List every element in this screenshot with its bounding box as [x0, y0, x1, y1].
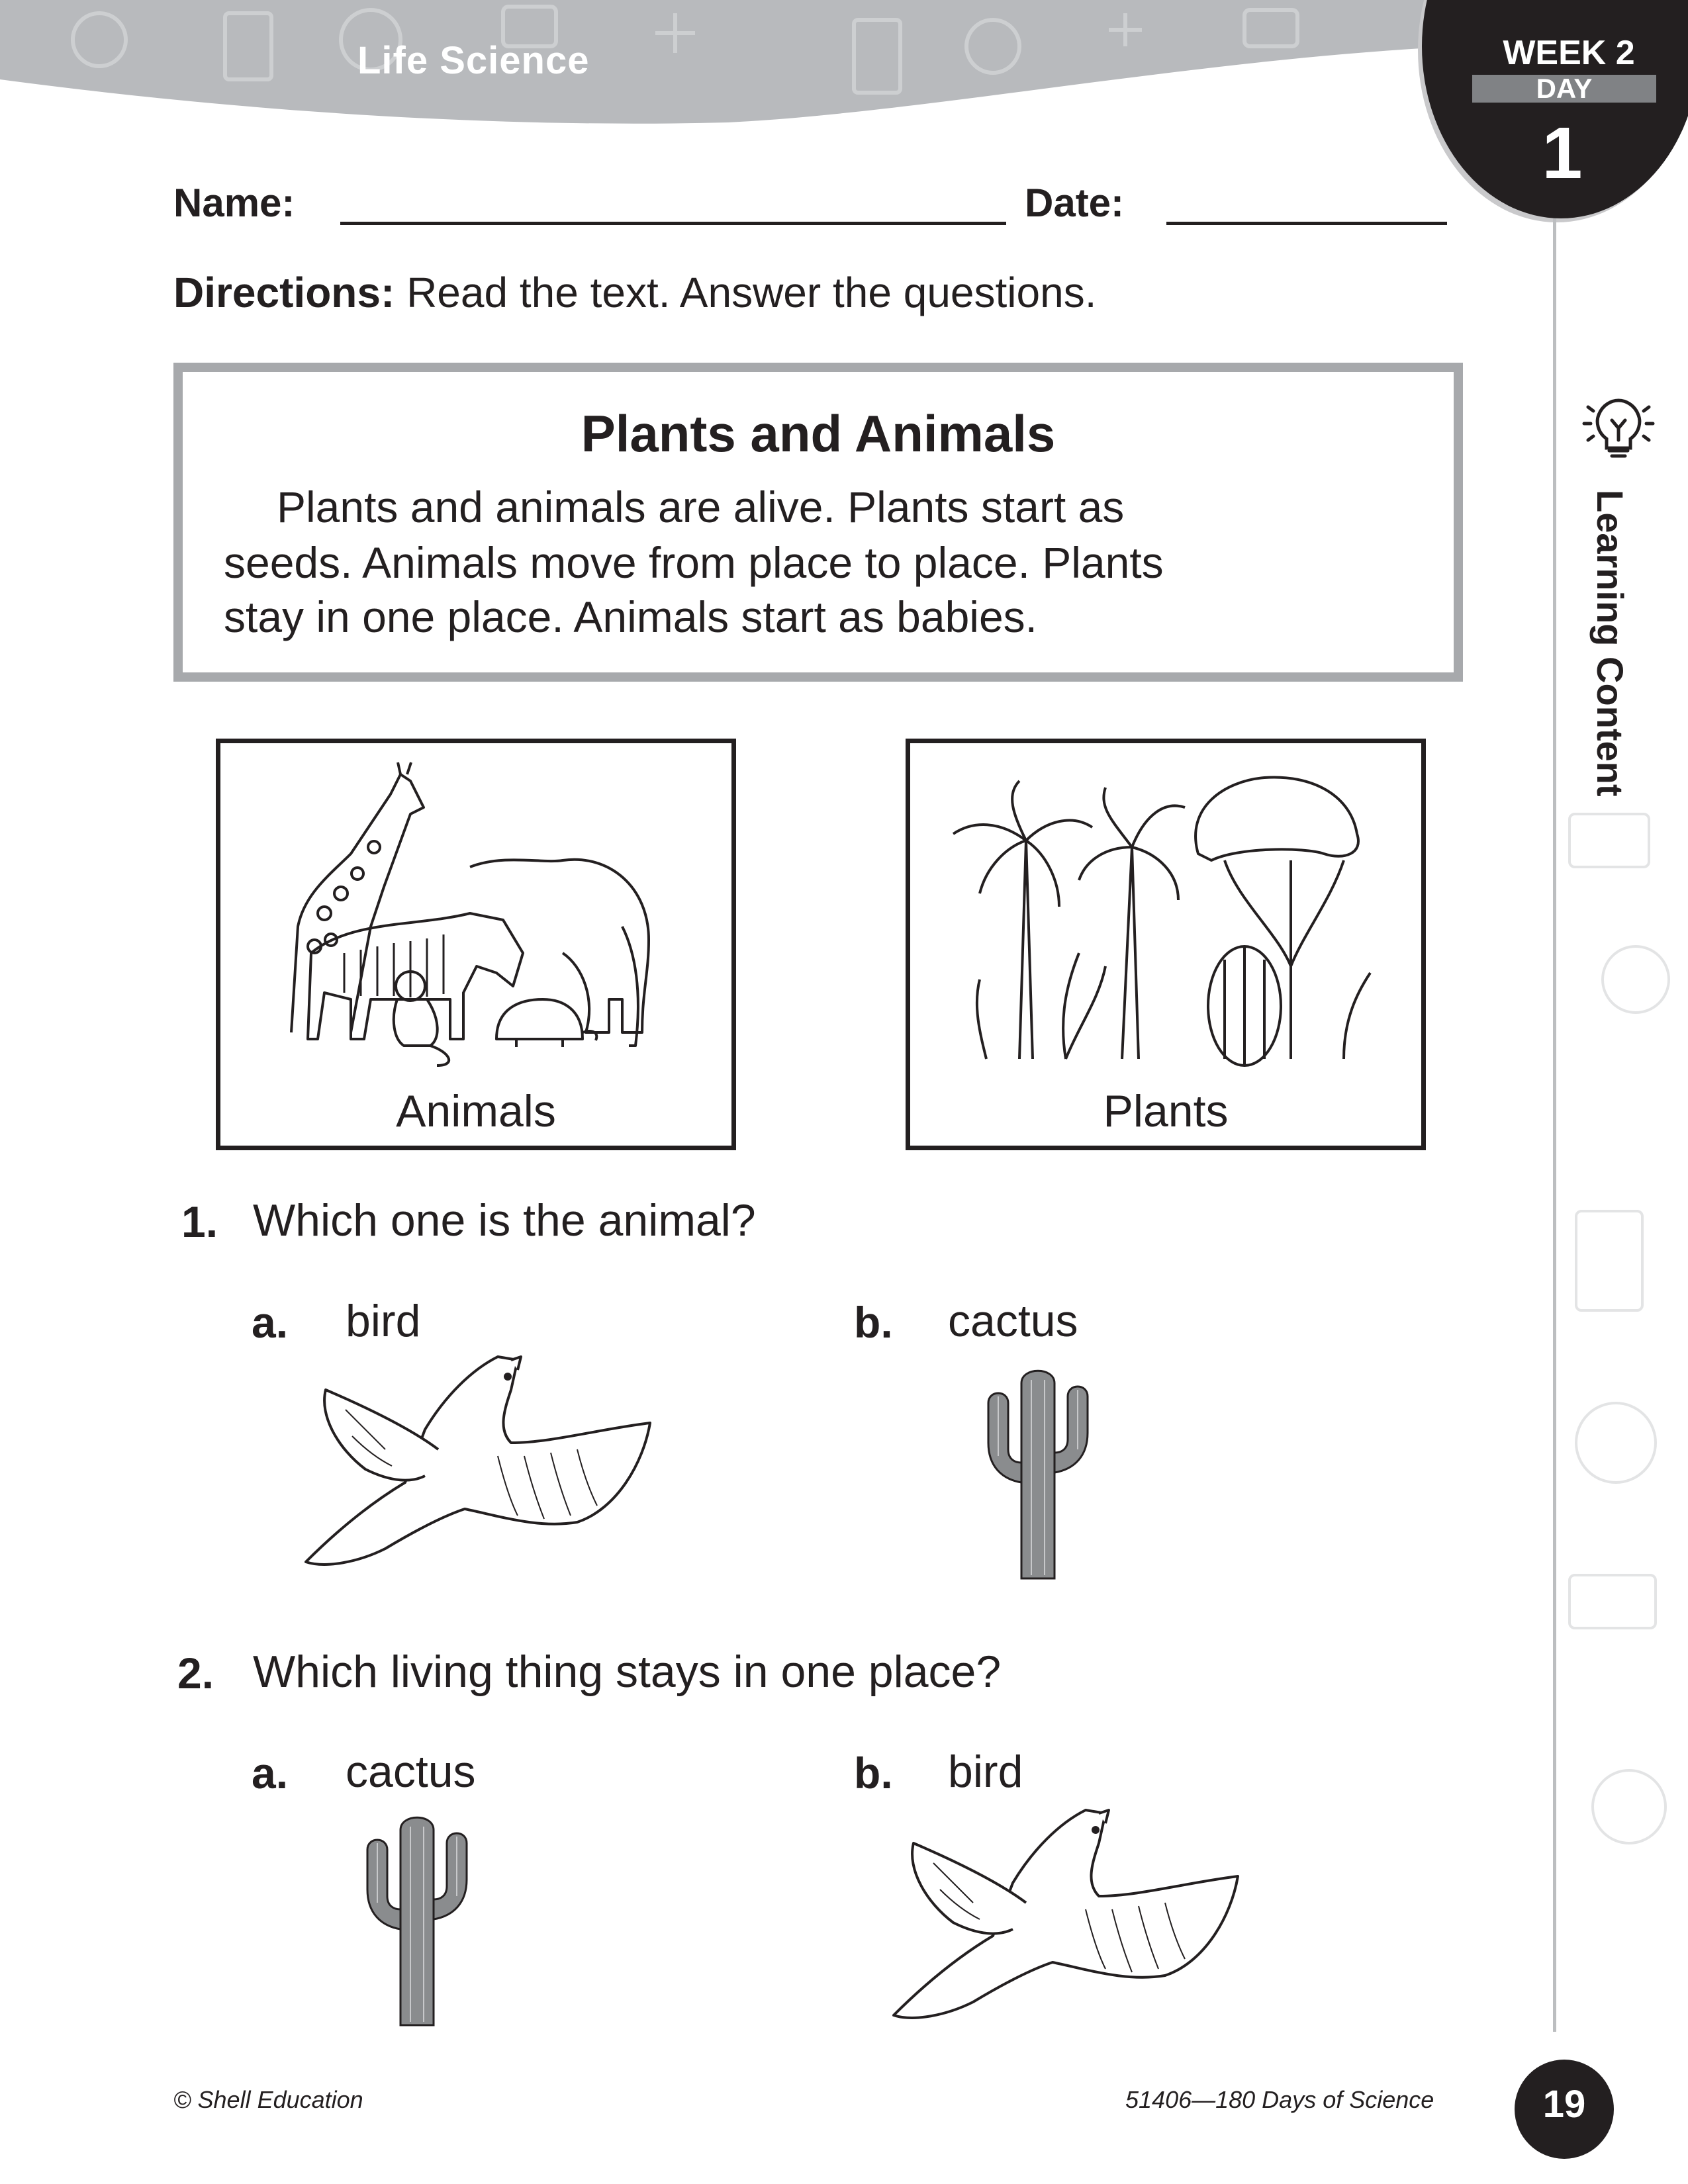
- cactus-icon[interactable]: [344, 1803, 490, 2028]
- question-number: 2.: [177, 1649, 214, 1698]
- animals-illustration: [252, 754, 702, 1072]
- reading-title: Plants and Animals: [581, 404, 1056, 463]
- cactus-icon[interactable]: [965, 1357, 1111, 1582]
- side-tab-label: Learning Content: [1589, 490, 1631, 797]
- question-number: 1.: [181, 1197, 218, 1246]
- directions-text: Read the text. Answer the questions.: [395, 269, 1097, 316]
- date-label: Date:: [1025, 181, 1125, 225]
- option-letter[interactable]: a.: [252, 1298, 289, 1347]
- animals-caption: Animals: [396, 1086, 556, 1136]
- option-letter[interactable]: b.: [854, 1749, 893, 1797]
- question-text: Which one is the animal?: [253, 1195, 756, 1246]
- week-label: WEEK 2: [1503, 34, 1635, 72]
- copyright: © Shell Education: [173, 2086, 363, 2113]
- option-text[interactable]: cactus: [346, 1747, 476, 1797]
- name-label: Name:: [173, 181, 295, 225]
- plants-caption: Plants: [1103, 1086, 1229, 1136]
- option-letter[interactable]: a.: [252, 1749, 289, 1797]
- directions: [173, 268, 1096, 317]
- reading-line: seeds. Animals move from place to place. Plants: [224, 538, 1164, 587]
- option-text[interactable]: cactus: [948, 1296, 1078, 1346]
- book-reference: 51406—180 Days of Science: [1125, 2086, 1434, 2113]
- directions-label: Directions:: [173, 269, 395, 316]
- page-number: 19: [1542, 2083, 1586, 2126]
- day-number: 1: [1542, 113, 1583, 194]
- subject-title: Life Science: [357, 39, 590, 82]
- reading-line: Plants and animals are alive. Plants start as: [277, 482, 1125, 531]
- question-text: Which living thing stays in one place?: [253, 1647, 1002, 1697]
- lightbulb-icon: [1579, 387, 1658, 467]
- bird-icon[interactable]: [299, 1350, 657, 1569]
- plants-illustration: [933, 768, 1397, 1072]
- option-letter[interactable]: b.: [854, 1298, 893, 1347]
- header-banner: [0, 0, 1456, 132]
- date-field[interactable]: [1166, 222, 1447, 225]
- day-label: DAY: [1536, 73, 1593, 104]
- name-field[interactable]: [340, 222, 1006, 225]
- bird-icon[interactable]: [887, 1800, 1244, 2025]
- option-text[interactable]: bird: [948, 1747, 1023, 1797]
- reading-line: stay in one place. Animals start as babies.: [224, 592, 1037, 641]
- option-text[interactable]: bird: [346, 1296, 421, 1346]
